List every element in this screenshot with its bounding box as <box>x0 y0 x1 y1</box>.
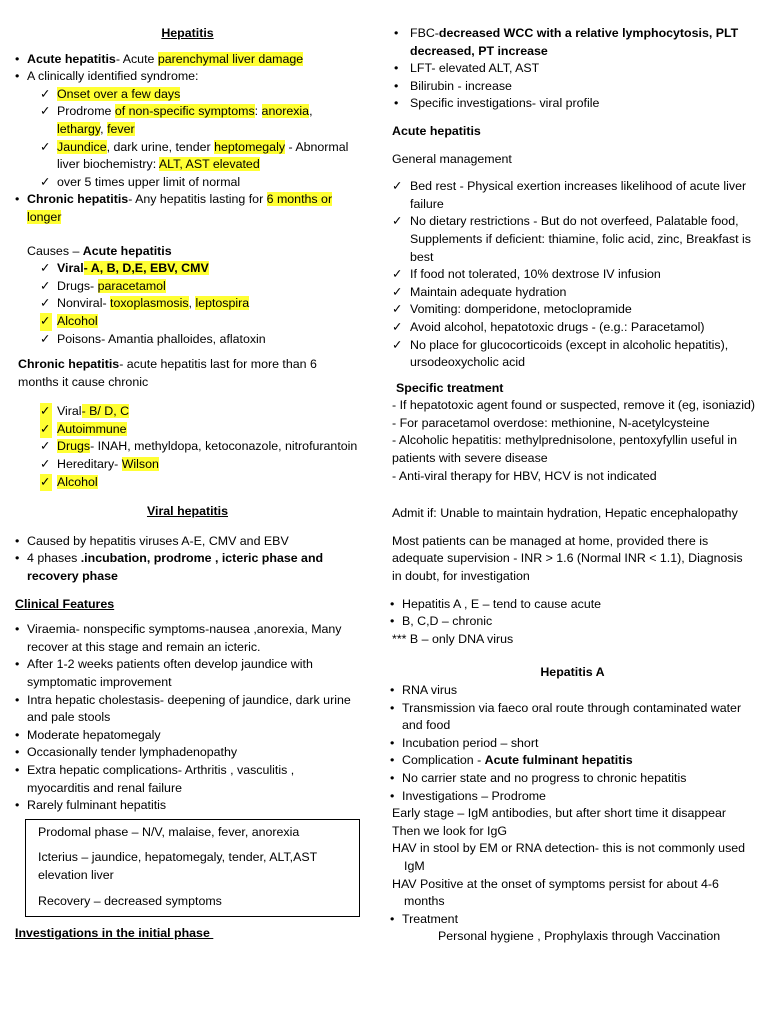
section-title-investigations: Investigations in the initial phase <box>15 926 214 941</box>
list-item: • Bilirubin - increase <box>394 78 512 93</box>
list-item: • RNA virus <box>390 683 458 697</box>
list-item: • After 1-2 weeks patients often develop jaundice with symptomatic improvement <box>15 657 313 689</box>
list-item: - Anti-viral therapy for HBV, HCV is not indicated <box>392 468 657 483</box>
list-item: - If hepatotoxic agent found or suspected, remove it (eg, isoniazid) <box>392 398 755 413</box>
check-icon: ✓ <box>40 261 51 276</box>
list-item: • 4 phases .incubation, prodrome , icteric phase and recovery phase <box>15 551 324 584</box>
list-item: • Moderate hepatomegaly <box>15 727 161 742</box>
list-item: • Extra hepatic complications- Arthritis , vasculitis , myocarditis and renal failure <box>15 762 295 795</box>
text-line: Then we look for IgG <box>392 823 508 838</box>
list-item: • Treatment <box>390 911 459 926</box>
list-item: • B, C,D – chronic <box>390 614 493 629</box>
text-line: HAV in stool by EM or RNA detection- this is not commonly used IgM <box>392 841 746 873</box>
box-line: Recovery – decreased symptoms <box>38 893 222 908</box>
treatment-detail: Personal hygiene , Prophylaxis through Vaccination <box>438 929 721 944</box>
text-line: Early stage – IgM antibodies, but after short time it disappear <box>392 806 727 821</box>
check-item: ✓ Viral- B/ D, C <box>15 403 360 421</box>
check-icon: ✓ <box>40 421 52 439</box>
check-item: ✓ Alcohol <box>15 474 360 492</box>
check-item: ✓ Viral- A, B, D,E, EBV, CMV <box>15 260 360 278</box>
check-icon: ✓ <box>40 139 51 154</box>
check-icon: ✓ <box>392 267 403 282</box>
check-icon: ✓ <box>40 439 51 454</box>
check-icon: ✓ <box>40 104 51 119</box>
page-title: Hepatitis <box>161 26 214 40</box>
list-item: - Alcoholic hepatitis: methylprednisolone, pentoxyfyllin useful in patients with severe disease <box>392 433 738 466</box>
check-icon: ✓ <box>392 284 403 299</box>
check-item: ✓ Prodrome of non-specific symptoms: anorexia, lethargy, fever <box>40 104 313 136</box>
check-icon: ✓ <box>392 302 403 317</box>
dna-note: *** B – only DNA virus <box>392 631 514 646</box>
list-item: • FBC-decreased WCC with a relative lymphocytosis, PLT decreased, PT increase <box>394 26 739 58</box>
check-icon: ✓ <box>40 457 51 472</box>
list-item: • Chronic hepatitis- Any hepatitis lasting for 6 months or longer <box>15 192 333 224</box>
list-item: • Incubation period – short <box>390 735 539 750</box>
list-item: • No carrier state and no progress to chronic hepatitis <box>390 770 687 785</box>
list-item: • Hepatitis A , E – tend to cause acute <box>390 596 602 611</box>
list-item: • A clinically identified syndrome: <box>15 69 199 84</box>
chronic-paragraph: Chronic hepatitis- acute hepatitis last for more than 6 months it cause chronic <box>18 357 317 389</box>
check-icon: ✓ <box>40 86 51 101</box>
section-title-clinical: Clinical Features <box>15 596 115 611</box>
check-icon: ✓ <box>40 278 51 293</box>
check-icon: ✓ <box>40 174 51 189</box>
check-item: ✓ Drugs- paracetamol <box>15 278 360 296</box>
list-item: • Specific investigations- viral profile <box>394 96 600 111</box>
right-column <box>390 0 755 946</box>
section-title-hepatitis-a: Hepatitis A <box>540 665 605 680</box>
list-item: • Transmission via faeco oral route through contaminated water and food <box>390 700 742 733</box>
list-item: • Acute hepatitis- Acute parenchymal liver damage <box>15 51 304 66</box>
section-title-specific: Specific treatment <box>396 380 504 395</box>
list-item: • LFT- elevated ALT, AST <box>394 61 540 76</box>
left-column <box>15 0 360 943</box>
list-item: • Rarely fulminant hepatitis <box>15 798 167 813</box>
list-item: - For paracetamol overdose: methionine, N-acetylcysteine <box>392 415 710 430</box>
check-icon: ✓ <box>40 313 52 331</box>
check-item: ✓ Alcohol <box>15 313 360 331</box>
section-title-viral: Viral hepatitis <box>146 504 229 519</box>
check-item: ✓ Maintain adequate hydration <box>390 284 755 302</box>
check-item: ✓ Jaundice, dark urine, tender heptomegaly - Abnormal liver biochemistry: ALT, AST elevated <box>40 139 349 172</box>
causes-heading: Causes – Acute hepatitis <box>27 243 172 258</box>
check-item: ✓ Vomiting: domperidone, metoclopramide <box>390 301 755 319</box>
list-item: • Caused by hepatitis viruses A-E, CMV and EBV <box>15 533 289 548</box>
check-icon: ✓ <box>40 331 51 346</box>
check-item: ✓ No dietary restrictions - But do not overfeed, Palatable food, Supplements if deficient: thiamine, folic acid, zinc, Breakfast is best <box>392 214 751 264</box>
check-icon: ✓ <box>392 319 403 334</box>
check-item: ✓ Hereditary- Wilson <box>15 456 360 474</box>
subheading-general: General management <box>392 151 512 166</box>
check-item: ✓ Onset over a few days <box>15 86 360 104</box>
admit-paragraph: Admit if: Unable to maintain hydration, Hepatic encephalopathy <box>392 506 738 521</box>
text-line: HAV Positive at the onset of symptoms persist for about 4-6 months <box>392 876 719 909</box>
box-line: Icterius – jaundice, hepatomegaly, tender, ALT,AST elevation liver <box>38 850 317 882</box>
check-item: ✓ Drugs- INAH, methyldopa, ketoconazole, nitrofurantoin <box>15 438 360 456</box>
list-item: • Intra hepatic cholestasis- deepening of jaundice, dark urine and pale stools <box>15 692 351 725</box>
list-item: • Viraemia- nonspecific symptoms-nausea ,anorexia, Many recover at this stage and remain an icteric. <box>15 622 342 654</box>
list-item: • Occasionally tender lymphadenopathy <box>15 745 238 760</box>
check-item: ✓ Autoimmune <box>15 421 360 439</box>
check-item: ✓ No place for glucocorticoids (except in alcoholic hepatitis), ursodeoxycholic acid <box>392 337 729 370</box>
check-icon: ✓ <box>392 214 403 229</box>
check-item: ✓ Nonviral- toxoplasmosis, leptospira <box>15 295 360 313</box>
phases-box <box>25 819 360 917</box>
check-item: ✓ over 5 times upper limit of normal <box>15 174 360 192</box>
check-item: ✓ Poisons- Amantia phalloides, aflatoxin <box>15 331 360 349</box>
check-item: ✓ If food not tolerated, 10% dextrose IV infusion <box>390 266 755 284</box>
section-title-acute: Acute hepatitis <box>392 123 481 138</box>
list-item: • Investigations – Prodrome <box>390 788 546 803</box>
check-item: ✓ Bed rest - Physical exertion increases likelihood of acute liver failure <box>392 179 747 211</box>
specific-list <box>390 397 755 485</box>
home-paragraph: Most patients can be managed at home, provided there is adequate supervision - INR > 1.6 (Normal INR < 1.1), Diagnosis in doubt, for investigation <box>392 533 743 584</box>
check-icon: ✓ <box>40 474 52 492</box>
check-icon: ✓ <box>40 403 52 421</box>
check-item: ✓ Avoid alcohol, hepatotoxic drugs - (e.g.: Paracetamol) <box>390 319 755 337</box>
box-line: Prodomal phase – N/V, malaise, fever, anorexia <box>38 824 300 839</box>
check-icon: ✓ <box>392 179 403 194</box>
check-icon: ✓ <box>392 337 403 352</box>
list-item: • Complication - Acute fulminant hepatitis <box>390 753 633 768</box>
check-icon: ✓ <box>40 296 51 311</box>
